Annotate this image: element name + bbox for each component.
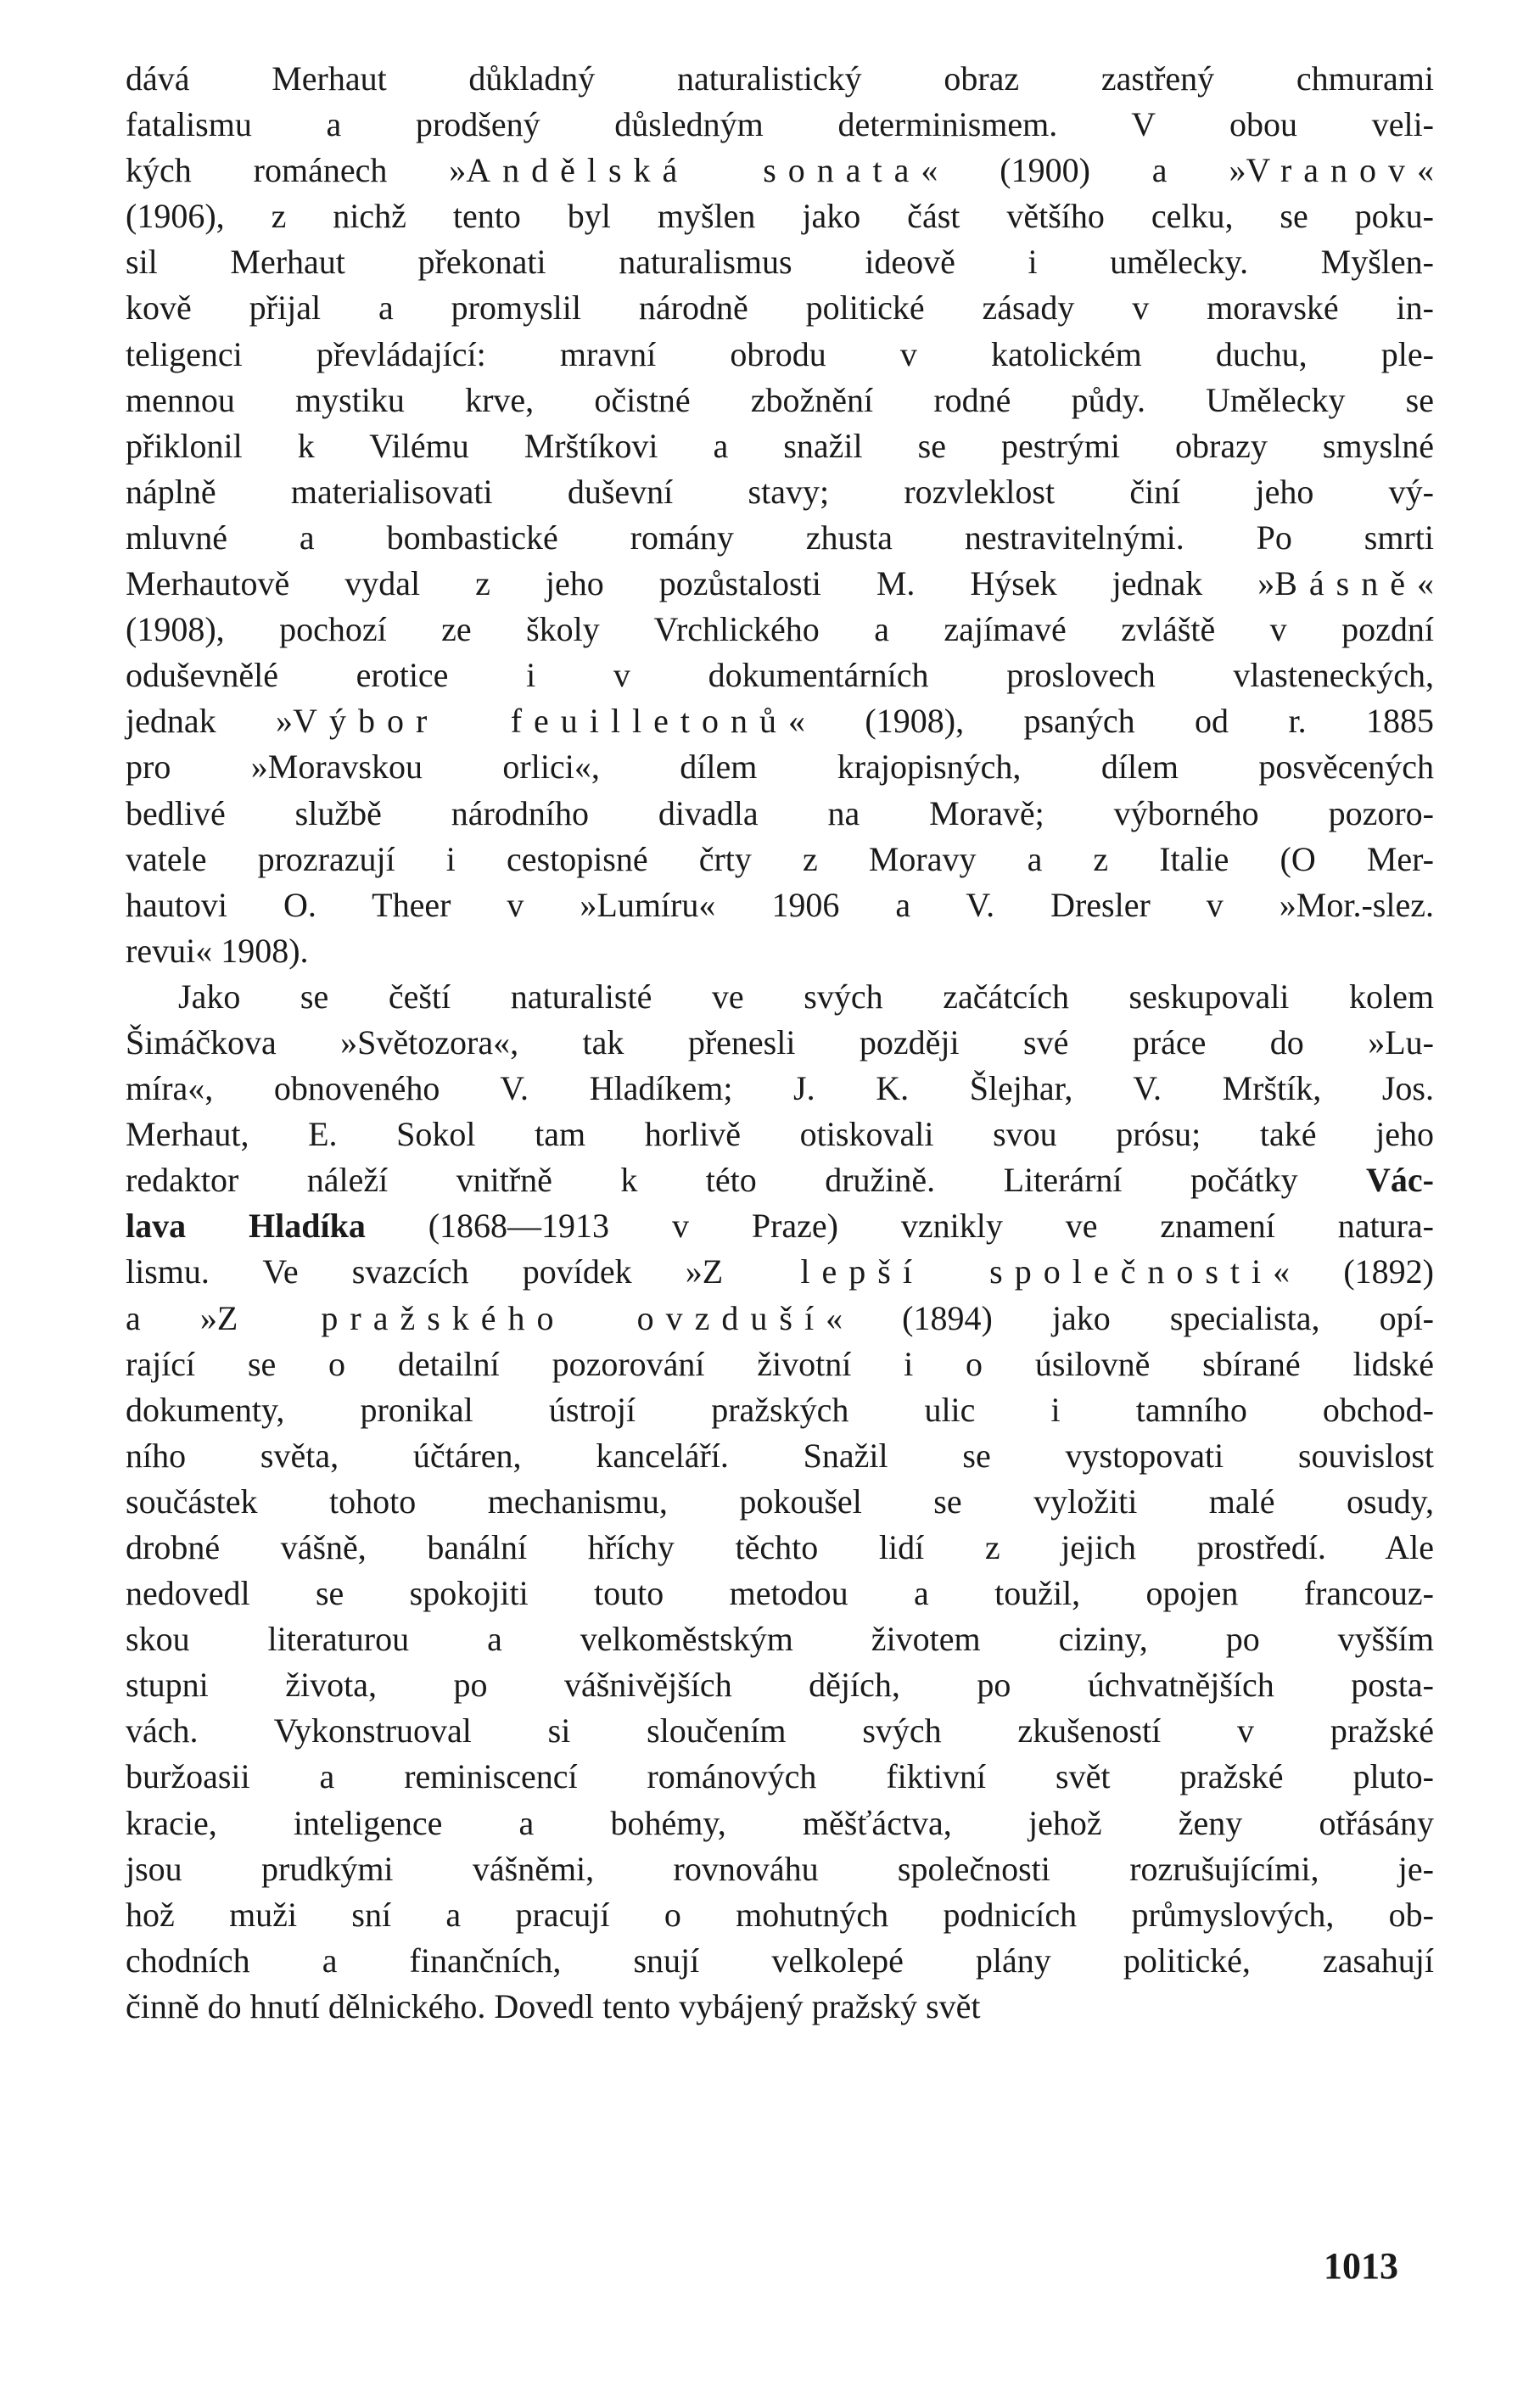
- text-line: [126, 837, 1434, 882]
- text-run: náplně materialisovati duševní stavy; rozvleklost činí jeho vý-: [126, 472, 1434, 511]
- text-run: buržoasii a reminiscencí románových fiktivní svět pražské pluto-: [126, 1757, 1434, 1796]
- text-run: Šimáčkova »Světozora«, tak přenesli později své práce do »Lu-: [126, 1022, 1434, 1061]
- text-run: drobné vášně, banální hříchy těchto lidí z jejich prostředí. Ale: [126, 1528, 1434, 1566]
- text-line: [126, 1708, 1434, 1754]
- text-line: [126, 515, 1434, 561]
- text-run: jednak »: [126, 702, 294, 741]
- text-run: Jako se čeští naturalisté ve svých začátcích seskupovali kolem: [178, 977, 1434, 1016]
- text-run: lismu. Ve svazcích povídek »: [126, 1252, 703, 1291]
- text-line: [126, 1157, 1434, 1203]
- bold-name: lava Hladíka: [126, 1207, 366, 1246]
- text-run: bedlivé službě národního divadla na Moravě; výborného pozoro-: [126, 793, 1434, 832]
- text-run: (1908), pochozí ze školy Vrchlického a zajímavé zvláště v pozdní: [126, 610, 1434, 649]
- text-line: [126, 561, 1434, 607]
- text-run: «: [1417, 151, 1435, 190]
- text-run: hautovi O. Theer v »Lumíru« 1906 a V. Dresler v »Mor.-slez.: [126, 885, 1434, 924]
- spaced-title: Andělská sonata: [466, 151, 921, 190]
- text-run: skou literaturou a velkoměstským životem ciziny, po vyšším: [126, 1620, 1434, 1659]
- text-run: (1868—1913 v Praze) vznikly ve znamení natura-: [365, 1207, 1435, 1246]
- text-line: [126, 1479, 1434, 1525]
- text-run: « (1892): [1273, 1252, 1435, 1291]
- text-run: mluvné a bombastické romány zhusta nestravitelnými. Po smrti: [126, 518, 1434, 557]
- text-line: [126, 882, 1434, 928]
- text-line: [126, 1525, 1434, 1571]
- text-line: [126, 1342, 1434, 1387]
- text-line: [126, 1801, 1434, 1846]
- text-run: redaktor náleží vnitřně k této družině. Literární počátky: [126, 1161, 1367, 1200]
- text-run: teligenci převládající: mravní obrodu v katolickém duchu, ple-: [126, 334, 1434, 373]
- text-run: « (1894) jako specialista, opí-: [826, 1298, 1435, 1337]
- text-run: kých románech »: [126, 151, 467, 190]
- text-line: [126, 607, 1434, 653]
- text-line: [126, 1616, 1434, 1662]
- spaced-title: Výbor feuilletonů: [293, 702, 788, 741]
- text-run: mennou mystiku krve, očistné zbožnění rodné půdy. Umělecky se: [126, 380, 1434, 419]
- text-run: «: [1417, 564, 1434, 603]
- text-line: [126, 332, 1434, 378]
- text-run: dokumenty, pronikal ústrojí pražských ulic i tamního obchod-: [126, 1390, 1434, 1429]
- text-run: nedovedl se spokojiti touto metodou a toužil, opojen francouz-: [126, 1574, 1434, 1613]
- text-line: [126, 1662, 1434, 1708]
- text-line: [126, 928, 1434, 974]
- spaced-title: Básně: [1274, 564, 1417, 603]
- text-run: « (1900) a »: [921, 151, 1246, 190]
- text-line: [126, 285, 1434, 331]
- text-run: revui« 1908).: [126, 931, 309, 970]
- text-line: [126, 1754, 1434, 1800]
- text-run: hož muži sní a pracují o mohutných podnicích průmyslových, ob-: [126, 1895, 1434, 1934]
- text-run: vách. Vykonstruoval si sloučením svých zkušeností v pražské: [126, 1711, 1434, 1750]
- text-run: sil Merhaut překonati naturalismus ideově i umělecky. Myšlen-: [126, 243, 1434, 282]
- text-line: [126, 423, 1434, 469]
- text-run: činně do hnutí dělnického. Dovedl tento vybájený pražský svět: [126, 1986, 981, 2025]
- text-line: [126, 102, 1434, 148]
- paragraph-hladik: [126, 974, 1434, 2030]
- text-run: přiklonil k Vilému Mrštíkovi a snažil se pestrými obrazy smyslné: [126, 426, 1434, 465]
- text-run: kracie, inteligence a bohémy, měšťáctva, jehož ženy otřásány: [126, 1803, 1434, 1842]
- text-line: [126, 974, 1434, 1020]
- text-line: [126, 148, 1434, 193]
- text-line: [126, 1892, 1434, 1938]
- text-line: [126, 1203, 1434, 1249]
- text-line: [126, 1112, 1434, 1157]
- text-line: [126, 1846, 1434, 1892]
- text-run: jsou prudkými vášněmi, rovnováhu společnosti rozrušujícími, je-: [126, 1849, 1434, 1888]
- text-line: [126, 1296, 1434, 1342]
- text-line: [126, 791, 1434, 837]
- text-run: vatele prozrazují i cestopisné črty z Moravy a z Italie (O Mer-: [126, 839, 1434, 878]
- text-line: [126, 56, 1434, 102]
- text-run: Merhautově vydal z jeho pozůstalosti M. Hýsek jednak »: [126, 564, 1275, 603]
- text-run: chodních a finančních, snují velkolepé plány politické, zasahují: [126, 1941, 1434, 1980]
- text-line: [126, 698, 1434, 744]
- text-run: pro »Moravskou orlici«, dílem krajopisných, dílem posvěcených: [126, 748, 1434, 787]
- text-line: [126, 1066, 1434, 1112]
- text-run: stupni života, po vášnivějších dějích, po úchvatnějších posta-: [126, 1666, 1434, 1705]
- text-line: [126, 653, 1434, 698]
- text-line: [126, 193, 1434, 239]
- text-line: [126, 1249, 1434, 1295]
- text-line: [126, 1387, 1434, 1433]
- text-line: [126, 378, 1434, 423]
- page-body: [126, 56, 1434, 2030]
- text-line: [126, 1020, 1434, 1066]
- text-run: dává Merhaut důkladný naturalistický obraz zastřený chmurami: [126, 59, 1434, 98]
- text-line: [126, 1433, 1434, 1479]
- text-run: Merhaut, E. Sokol tam horlivě otiskovali svou prósu; také jeho: [126, 1115, 1434, 1154]
- paragraph-merhaut: [126, 56, 1434, 974]
- text-run: rající se o detailní pozorování životní i o úsilovně sbírané lidské: [126, 1344, 1434, 1383]
- text-run: míra«, obnoveného V. Hladíkem; J. K. Šlejhar, V. Mrštík, Jos.: [126, 1069, 1434, 1108]
- spaced-title: Z lepší společnosti: [702, 1252, 1274, 1291]
- text-run: « (1908), psaných od r. 1885: [788, 702, 1435, 741]
- text-line: [126, 239, 1434, 285]
- spaced-title: Vranov: [1246, 151, 1418, 190]
- text-run: (1906), z nichž tento byl myšlen jako část většího celku, se poku-: [126, 197, 1434, 236]
- text-line: [126, 1938, 1434, 1984]
- text-run: a »: [126, 1298, 217, 1337]
- spaced-title: Z pražského ovzduší: [216, 1298, 826, 1337]
- page-number: 1013: [1324, 2245, 1398, 2287]
- text-run: oduševnělé erotice i v dokumentárních proslovech vlasteneckých,: [126, 656, 1434, 695]
- text-line: [126, 1571, 1434, 1616]
- text-run: fatalismu a prodšený důsledným determinismem. V obou veli-: [126, 105, 1434, 144]
- bold-name: Vác-: [1366, 1161, 1434, 1200]
- text-run: součástek tohoto mechanismu, pokoušel se vyložiti malé osudy,: [126, 1482, 1434, 1521]
- text-run: kově přijal a promyslil národně politické zásady v moravské in-: [126, 288, 1434, 328]
- text-line: [126, 744, 1434, 790]
- text-line: [126, 1984, 1434, 2030]
- text-run: ního světa, účtáren, kanceláří. Snažil se vystopovati souvislost: [126, 1436, 1434, 1475]
- text-line: [126, 469, 1434, 515]
